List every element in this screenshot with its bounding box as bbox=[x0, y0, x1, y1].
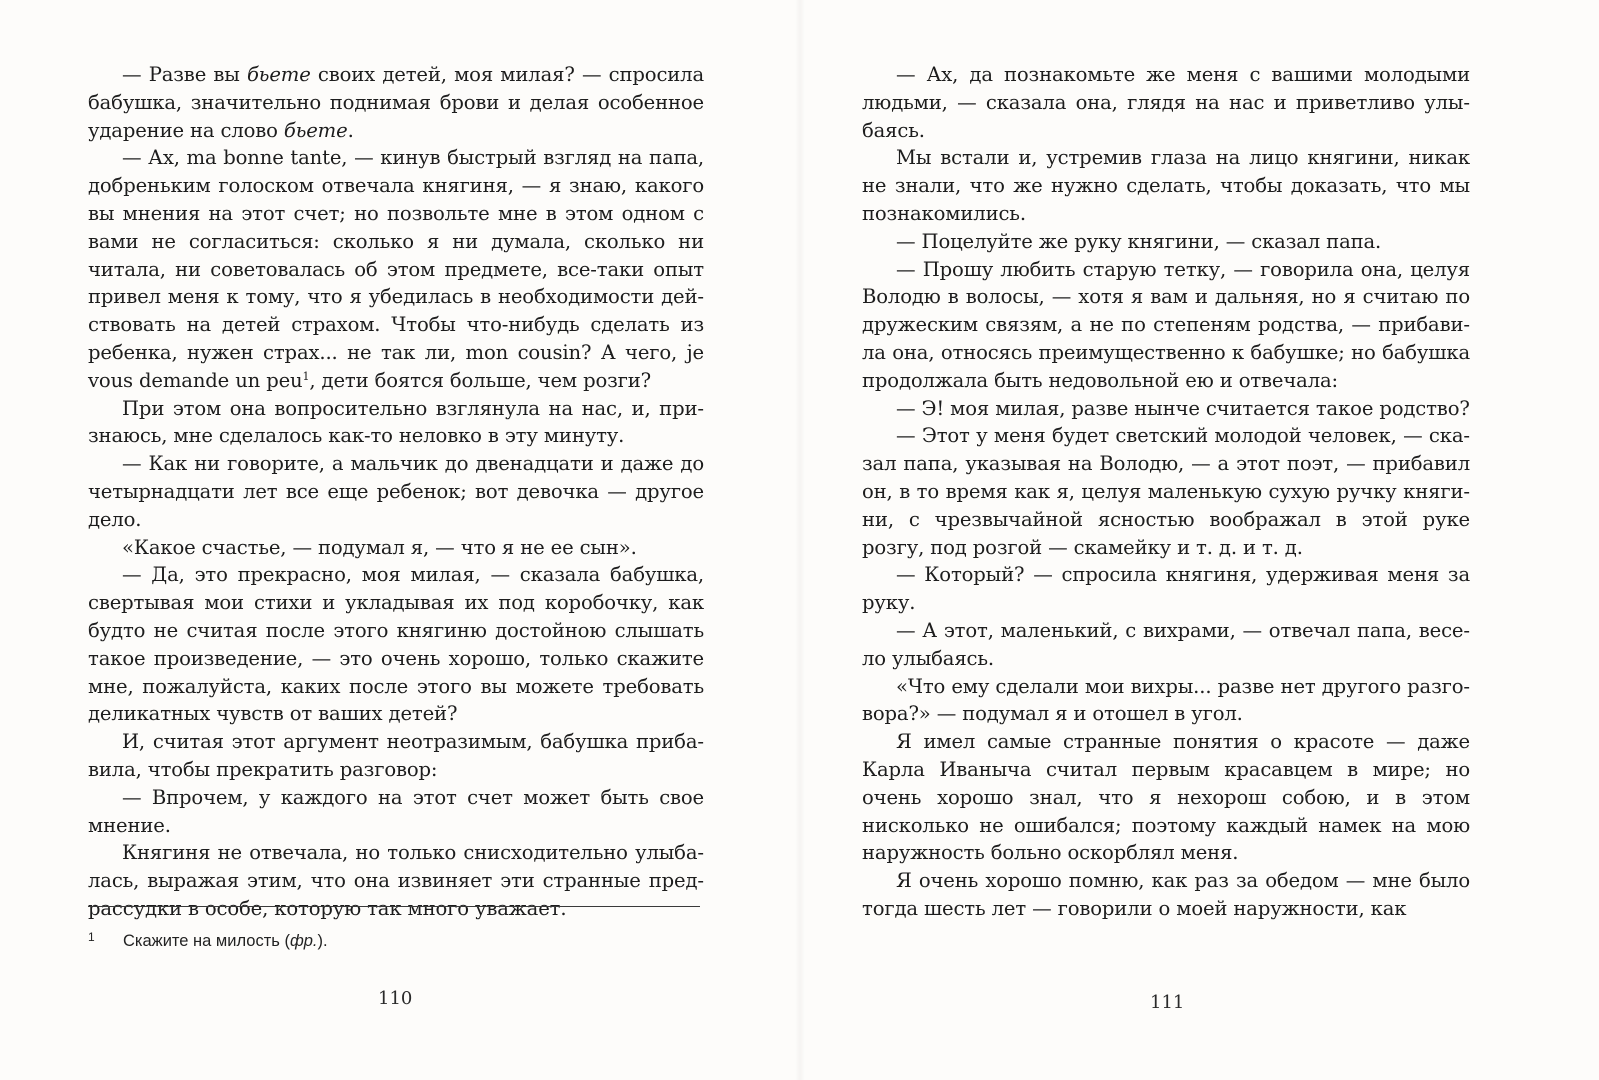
paragraph: — Поцелуйте же руку княгини, — сказал папа. bbox=[896, 229, 1382, 253]
paragraph: — Впрочем, у каждого на этот счет может быть свое мнение. bbox=[88, 785, 704, 837]
emphasis: бьете bbox=[283, 118, 348, 142]
footnote-reference: 1 bbox=[302, 369, 310, 383]
right-page bbox=[800, 0, 1599, 1080]
paragraph: — А этот, маленький, с вихрами, — отвечал папа, весело улыбаясь. bbox=[862, 618, 1470, 670]
paragraph: — Который? — спросила княгиня, удерживая меня за руку. bbox=[862, 563, 1470, 615]
left-page-text bbox=[88, 61, 704, 923]
paragraph: Княгиня не отвечала, но только снисходительно улыбалась, выражая этим, что она извиняет эти странные предрассудки в особе, которую так много уважает. bbox=[88, 841, 704, 920]
paragraph: — Прошу любить старую тетку, — говорила она, целуя Володю в волосы, — хотя я вам и дальняя, но я считаю по дружеским связям, а не по степеням родства, — прибавила она, относясь преимущественно к бабушке; но бабушка продолжала быть недовольной ею и отвечала: bbox=[862, 257, 1470, 392]
paragraph: И, считая этот аргумент неотразимым, бабушка прибавила, чтобы прекратить разговор: bbox=[88, 730, 704, 781]
emphasis: бьете bbox=[247, 63, 311, 86]
page-number-left: 110 bbox=[378, 988, 413, 1009]
paragraph: — Этот у меня будет светский молодой человек, — сказал папа, указывая на Володю, — а этот поэт, — прибавил он, в то время как я, целуя маленькую сухую ручку княгини, с чрезвычайной ясностью воображал в этой руке розгу, под розгой — скамейку и т. д. и т. д. bbox=[862, 424, 1470, 559]
footnote-number: 1 bbox=[88, 930, 95, 944]
paragraph: «Какое счастье, — подумал я, — что я не ее сын». bbox=[122, 535, 637, 559]
right-page-text bbox=[862, 61, 1470, 923]
paragraph: — Разве вы бьете своих детей, моя милая? — спросила бабушка, значительно поднимая брови и делая особенное ударение на слово бьете. bbox=[88, 63, 705, 142]
paragraph: — Э! моя милая, разве нынче считается такое родство? bbox=[896, 396, 1470, 420]
paragraph: — Как ни говорите, а мальчик до двенадцати и даже до четырнадцати лет все еще ребенок; вот девочка — другое дело. bbox=[88, 452, 704, 531]
paragraph: «Что ему сделали мои вихры... разве нет другого разговора?» — подумал я и отошел в угол. bbox=[862, 674, 1470, 726]
footnote-text: Скажите на милость ( bbox=[123, 932, 290, 950]
footnote bbox=[88, 926, 700, 952]
paragraph: При этом она вопросительно взглянула на нас, и, признаюсь, мне сделалось как-то неловко в эту минуту. bbox=[88, 396, 704, 448]
paragraph: — Да, это прекрасно, моя милая, — сказала бабушка, свертывая мои стихи и укладывая их под коробочку, как будто не считая после этого княгиню достойною слышать такое произведение, — это очень хорошо, только скажите мне, пожалуйста, каких после этого вы можете требовать деликатных чувств от ваших детей? bbox=[88, 563, 704, 726]
paragraph: — Ах, ma bonne tante, — кинув быстрый взгляд на папа, добреньким голоском отвечала княгиня, — я знаю, какого вы мнения на этот счет; но позвольте мне в этом одном с вами не согласиться: сколько я ни думала, сколько ни читала, ни советовалась об этом предмете, все-таки опыт привел меня к тому, что я убедилась в необходимости действовать на детей страхом. Чтобы что-нибудь сделать из ребенка, нужен страх... не так ли, mon cousin? А чего, je vous demande un peu$^1$, дети боятся больше, чем розги? bbox=[88, 146, 704, 392]
footnote-italic: фр. bbox=[289, 932, 318, 950]
page-number-right: 111 bbox=[1150, 992, 1185, 1013]
paragraph: Я имел самые странные понятия о красоте — даже Карла Иваныча считал первым красавцем в мире; но очень хорошо знал, что я нехорош собою, и в этом нисколько не ошибался; поэтому каждый намек на мою наружность больно оскорблял меня. bbox=[862, 730, 1470, 865]
paragraph: — Ах, да познакомьте же меня с вашими молодыми людьми, — сказала она, глядя на нас и приветливо улыбаясь. bbox=[862, 63, 1470, 142]
footnote-tail: ). bbox=[317, 932, 328, 950]
paragraph: Мы встали и, устремив глаза на лицо княгини, никак не знали, что же нужно сделать, чтобы доказать, что мы познакомились. bbox=[862, 146, 1470, 225]
footnote-divider bbox=[88, 906, 700, 907]
paragraph: Я очень хорошо помню, как раз за обедом — мне было тогда шесть лет — говорили о моей наружности, как bbox=[862, 869, 1470, 920]
